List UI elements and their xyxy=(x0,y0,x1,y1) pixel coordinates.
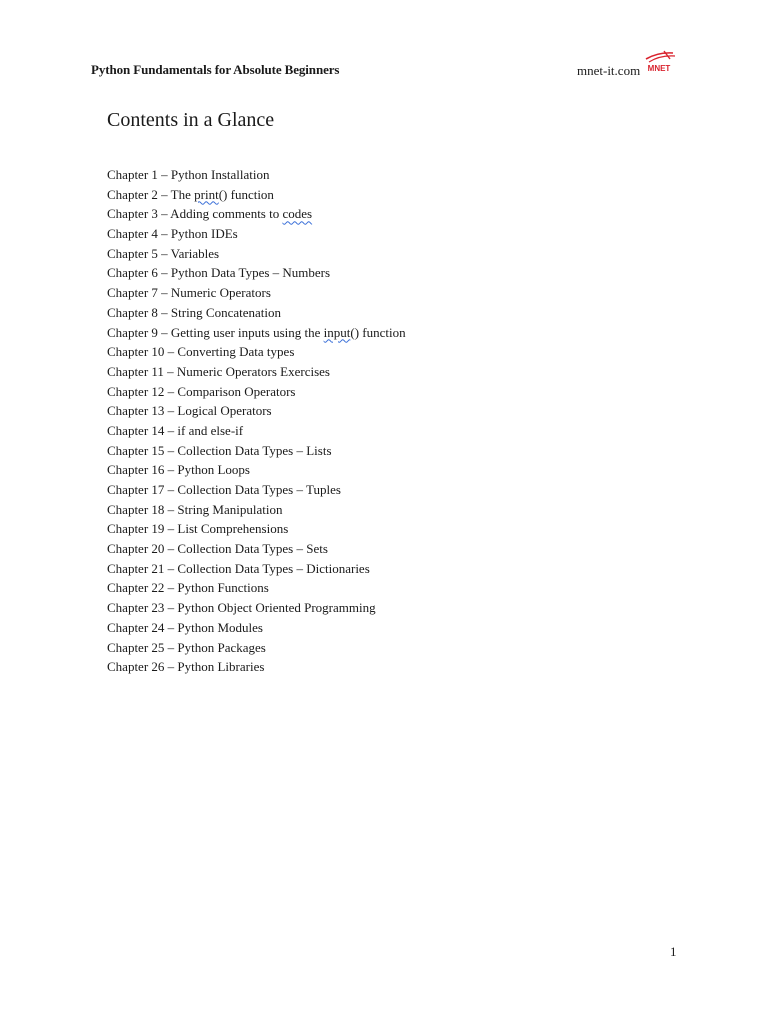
logo-wordmark: MNET xyxy=(647,64,671,73)
toc-item: Chapter 11 – Numeric Operators Exercises xyxy=(107,363,330,379)
toc-item: Chapter 18 – String Manipulation xyxy=(107,501,283,517)
toc-item: Chapter 21 – Collection Data Types – Dictionaries xyxy=(107,560,370,576)
toc-item: Chapter 25 – Python Packages xyxy=(107,639,266,655)
toc-item: Chapter 2 – The print() function xyxy=(107,186,274,202)
toc-item: Chapter 7 – Numeric Operators xyxy=(107,285,271,301)
toc-item: Chapter 6 – Python Data Types – Numbers xyxy=(107,265,331,281)
toc-item: Chapter 9 – Getting user inputs using the input() function xyxy=(107,324,406,340)
toc-item: Chapter 22 – Python Functions xyxy=(107,580,269,596)
spell-marked-word: input xyxy=(323,324,351,340)
toc-item: Chapter 8 – String Concatenation xyxy=(107,304,282,320)
toc-item: Chapter 19 – List Comprehensions xyxy=(107,521,289,537)
toc-item: Chapter 16 – Python Loops xyxy=(107,462,250,478)
spell-marked-word: print xyxy=(194,186,219,202)
mnet-logo-icon xyxy=(640,50,678,74)
toc-item: Chapter 1 – Python Installation xyxy=(107,167,270,182)
page-number: 1 xyxy=(670,944,677,959)
toc-item: Chapter 17 – Collection Data Types – Tuples xyxy=(107,482,341,497)
document-header-title: Python Fundamentals for Absolute Beginners xyxy=(91,62,340,77)
toc-item: Chapter 15 – Collection Data Types – Lists xyxy=(107,442,332,458)
toc-item: Chapter 10 – Converting Data types xyxy=(107,344,295,360)
toc-item: Chapter 24 – Python Modules xyxy=(107,619,263,635)
toc-heading: Contents in a Glance xyxy=(107,109,275,131)
toc-item: Chapter 14 – if and else-if xyxy=(107,422,244,438)
toc-item: Chapter 26 – Python Libraries xyxy=(107,659,265,675)
toc-item: Chapter 20 – Collection Data Types – Sets xyxy=(107,541,328,557)
toc-item: Chapter 23 – Python Object Oriented Programming xyxy=(107,600,376,616)
toc-item: Chapter 5 – Variables xyxy=(107,245,220,261)
toc-item: Chapter 3 – Adding comments to codes xyxy=(107,206,313,222)
toc-item: Chapter 4 – Python IDEs xyxy=(107,226,238,242)
toc-item: Chapter 12 – Comparison Operators xyxy=(107,383,296,399)
toc-item: Chapter 13 – Logical Operators xyxy=(107,403,272,419)
spell-marked-word: codes xyxy=(282,206,313,222)
toc-list xyxy=(107,165,406,677)
header-site-url: mnet-it.com xyxy=(577,63,641,78)
